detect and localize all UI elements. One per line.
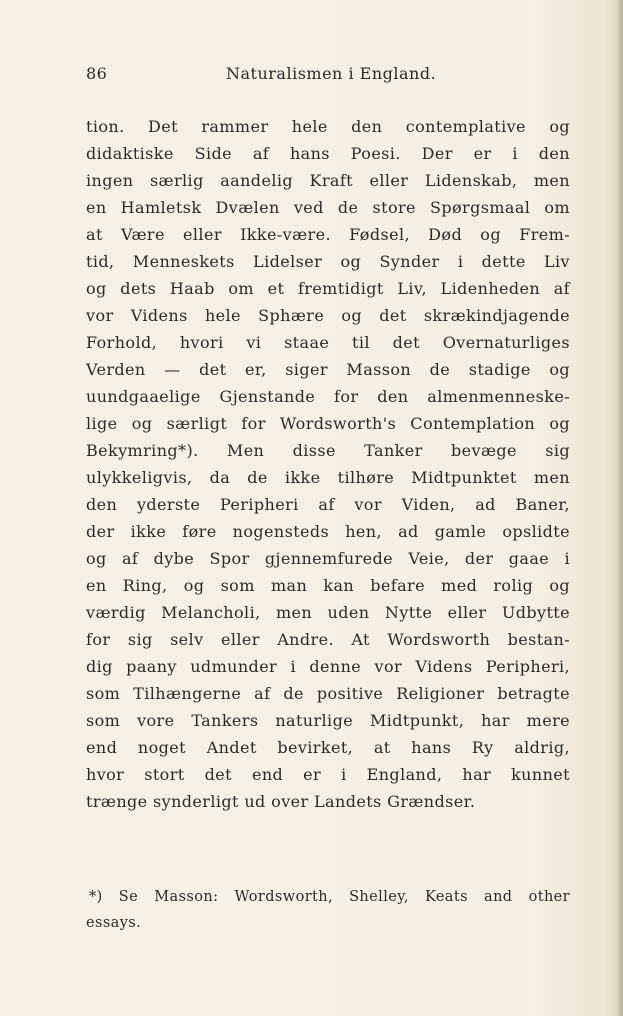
text-line: som vore Tankers naturlige Midtpunkt, har mere (86, 711, 570, 730)
text-line: den yderste Peripheri af vor Viden, ad Baner, (86, 495, 570, 514)
footnote-line: *) Se Masson: Wordsworth, Shelley, Keats and other (89, 889, 570, 905)
page-edge-shadow (617, 0, 623, 1016)
footnote-line: essays. (86, 915, 142, 931)
text-line: ulykkeligvis, da de ikke tilhøre Midtpunktet men (86, 468, 570, 487)
text-line: at Være eller Ikke-være. Fødsel, Død og Frem- (86, 225, 570, 244)
text-line: en Hamletsk Dvælen ved de store Spørgsmaal om (86, 198, 570, 217)
text-line: Verden — det er, siger Masson de stadige og (86, 360, 570, 379)
text-line: der ikke føre nogensteds hen, ad gamle opslidte (86, 522, 570, 541)
text-line: tid, Menneskets Lidelser og Synder i dette Liv (86, 252, 570, 271)
text-line: ingen særlig aandelig Kraft eller Lidenskab, men (86, 171, 570, 190)
footnote (86, 884, 570, 936)
text-line: hvor stort det end er i England, har kunnet (86, 765, 570, 784)
text-line: værdig Melancholi, men uden Nytte eller Udbytte (86, 603, 570, 622)
running-title: Naturalismen i England. (226, 64, 437, 83)
text-line: for sig selv eller Andre. At Wordsworth bestan- (86, 630, 570, 649)
text-line: lige og særligt for Wordsworth's Contemplation og (86, 414, 570, 433)
text-line: og dets Haab om et fremtidigt Liv, Lidenheden af (86, 279, 570, 298)
page-number: 86 (86, 64, 108, 83)
text-line: som Tilhængerne af de positive Religioner betragte (86, 684, 570, 703)
text-line: tion. Det rammer hele den contemplative og (86, 117, 570, 136)
text-line: dig paany udmunder i denne vor Videns Peripheri, (86, 657, 570, 676)
text-line: en Ring, og som man kan befare med rolig og (86, 576, 570, 595)
text-line: end noget Andet bevirket, at hans Ry aldrig, (86, 738, 570, 757)
text-line: uundgaaelige Gjenstande for den almenmenneske- (86, 387, 570, 406)
page-header (86, 64, 572, 88)
text-line: Forhold, hvori vi staae til det Overnaturliges (86, 333, 570, 352)
text-line: didaktiske Side af hans Poesi. Der er i den (86, 144, 570, 163)
text-line: og af dybe Spor gjennemfurede Veie, der gaae i (86, 549, 570, 568)
text-line: trænge synderligt ud over Landets Grændser. (86, 792, 476, 811)
text-line: vor Videns hele Sphære og det skrækindjagende (86, 306, 570, 325)
body-text (86, 113, 570, 815)
text-line: Bekymring*). Men disse Tanker bevæge sig (86, 441, 570, 460)
